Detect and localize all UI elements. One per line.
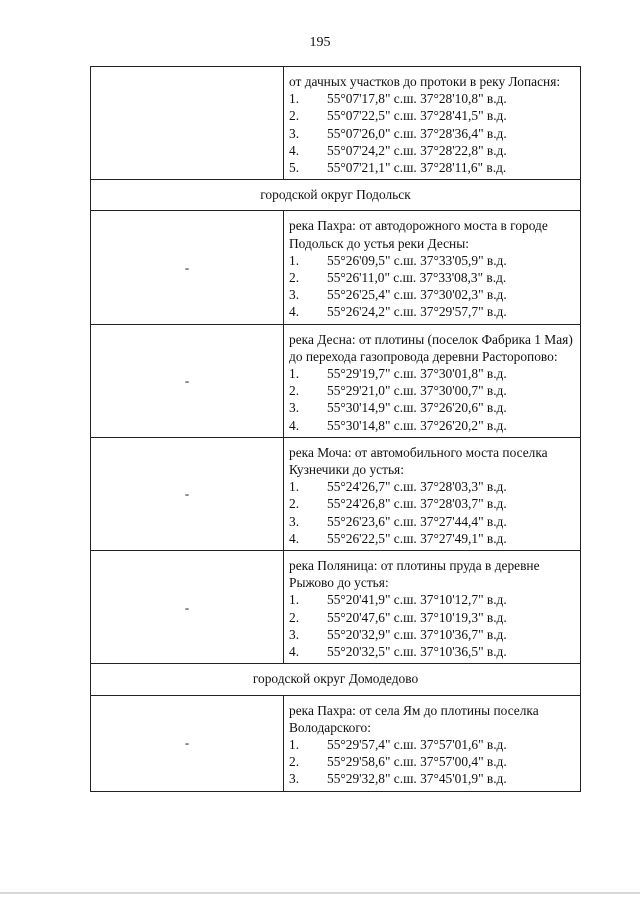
coordinate-value: 55°26'09,5" с.ш. 37°33'05,9" в.д. — [327, 252, 507, 268]
coordinate-item — [289, 303, 580, 320]
coordinate-list — [289, 591, 580, 660]
coordinate-item — [289, 643, 580, 660]
table-row — [91, 437, 581, 550]
coordinate-item — [289, 478, 580, 495]
scan-edge-line — [0, 892, 640, 894]
coordinate-item — [289, 495, 580, 512]
coordinate-number: 4. — [289, 530, 300, 546]
coordinate-value: 55°30'14,8" с.ш. 37°26'20,2" в.д. — [327, 417, 507, 433]
table-row — [91, 67, 581, 180]
coordinate-value: 55°30'14,9" с.ш. 37°26'20,6" в.д. — [327, 400, 507, 416]
coordinate-value: 55°07'22,5" с.ш. 37°28'41,5" в.д. — [327, 108, 507, 124]
coordinate-value: 55°20'32,9" с.ш. 37°10'36,7" в.д. — [327, 626, 507, 642]
coordinate-item — [289, 530, 580, 547]
river-description: река Моча: от автомобильного моста поселка Кузнечики до устья: — [289, 444, 548, 478]
row-marker: - — [91, 211, 284, 324]
coordinate-item — [289, 591, 580, 608]
coordinate-number: 4. — [289, 644, 300, 660]
coordinate-value: 55°20'47,6" с.ш. 37°10'19,3" в.д. — [327, 609, 507, 625]
coordinate-list — [289, 90, 580, 176]
coordinate-number: 2. — [289, 383, 300, 399]
coordinate-number: 2. — [289, 270, 300, 286]
coordinates-table — [90, 66, 581, 792]
section-row — [91, 664, 581, 695]
coordinate-value: 55°26'22,5" с.ш. 37°27'49,1" в.д. — [327, 530, 507, 546]
coordinate-number: 2. — [289, 496, 300, 512]
row-marker: - — [91, 437, 284, 550]
coordinate-number: 1. — [289, 252, 300, 268]
coordinate-number: 3. — [289, 400, 300, 416]
coordinate-value: 55°07'24,2" с.ш. 37°28'22,8" в.д. — [327, 142, 507, 158]
coordinate-item — [289, 417, 580, 434]
river-description: река Поляница: от плотины пруда в деревне Рыжово до устья: — [289, 558, 540, 591]
coordinate-value: 55°29'32,8" с.ш. 37°45'01,9" в.д. — [327, 771, 507, 787]
coordinate-number: 3. — [289, 287, 300, 303]
coordinate-number: 3. — [289, 626, 300, 642]
row-marker: - — [91, 551, 284, 664]
river-section-cell — [284, 211, 581, 324]
coordinate-item — [289, 365, 580, 382]
coordinate-list — [289, 478, 580, 547]
coordinate-item — [289, 142, 580, 159]
coordinate-value: 55°26'24,2" с.ш. 37°29'57,7" в.д. — [327, 304, 507, 320]
coordinate-number: 1. — [289, 736, 300, 752]
coordinate-item — [289, 269, 580, 286]
coordinate-value: 55°20'41,9" с.ш. 37°10'12,7" в.д. — [327, 592, 507, 608]
river-section-cell — [284, 67, 581, 180]
coordinate-number: 5. — [289, 160, 300, 176]
coordinate-item — [289, 609, 580, 626]
coordinate-list — [289, 252, 580, 321]
coordinate-value: 55°07'21,1" с.ш. 37°28'11,6" в.д. — [327, 160, 507, 176]
coordinate-value: 55°26'25,4" с.ш. 37°30'02,3" в.д. — [327, 287, 507, 303]
coordinate-number: 1. — [289, 366, 300, 382]
coordinate-number: 4. — [289, 304, 300, 320]
section-title: городской округ Домодедово — [91, 664, 581, 695]
coordinate-number: 1. — [289, 479, 300, 495]
coordinate-number: 1. — [289, 592, 300, 608]
coordinate-value: 55°24'26,8" с.ш. 37°28'03,7" в.д. — [327, 496, 507, 512]
coordinate-number: 3. — [289, 513, 300, 529]
coordinate-value: 55°07'26,0" с.ш. 37°28'36,4" в.д. — [327, 125, 507, 141]
coordinate-value: 55°24'26,7" с.ш. 37°28'03,3" в.д. — [327, 479, 507, 495]
coordinate-number: 2. — [289, 108, 300, 124]
coordinate-item — [289, 736, 580, 753]
coordinate-value: 55°26'11,0" с.ш. 37°33'08,3" в.д. — [327, 270, 507, 286]
coordinate-item — [289, 753, 580, 770]
coordinate-item — [289, 159, 580, 176]
coordinate-value: 55°29'58,6" с.ш. 37°57'00,4" в.д. — [327, 754, 507, 770]
coordinate-number: 2. — [289, 609, 300, 625]
river-description: река Пахра: от села Ям до плотины поселка Володарского: — [289, 702, 539, 735]
row-marker — [91, 67, 284, 180]
row-marker: - — [91, 324, 284, 437]
coordinate-item — [289, 252, 580, 269]
coordinate-item — [289, 513, 580, 530]
section-row — [91, 180, 581, 211]
coordinate-item — [289, 399, 580, 416]
coordinate-value: 55°07'17,8" с.ш. 37°28'10,8" в.д. — [327, 91, 507, 107]
river-section-cell — [284, 695, 581, 791]
coordinate-value: 55°26'23,6" с.ш. 37°27'44,4" в.д. — [327, 513, 507, 529]
coordinate-list — [289, 736, 580, 788]
coordinate-number: 4. — [289, 142, 300, 158]
coordinate-value: 55°29'57,4" с.ш. 37°57'01,6" в.д. — [327, 736, 507, 752]
coordinate-item — [289, 90, 580, 107]
river-description: река Десна: от плотины (поселок Фабрика 1 Мая) до перехода газопровода деревни Расторопово: — [289, 331, 573, 364]
coordinate-list — [289, 365, 580, 434]
coordinate-item — [289, 286, 580, 303]
river-section-cell — [284, 324, 581, 437]
river-section-cell — [284, 437, 581, 550]
coordinate-value: 55°29'21,0" с.ш. 37°30'00,7" в.д. — [327, 383, 507, 399]
table-row — [91, 211, 581, 324]
coordinate-number: 3. — [289, 125, 300, 141]
row-marker: - — [91, 695, 284, 791]
river-description: от дачных участков до протоки в реку Лопасня: — [289, 74, 561, 89]
coordinate-number: 3. — [289, 771, 300, 787]
coordinate-value: 55°20'32,5" с.ш. 37°10'36,5" в.д. — [327, 644, 507, 660]
page-number: 195 — [309, 35, 331, 50]
coordinate-item — [289, 382, 580, 399]
table-body — [91, 67, 581, 792]
coordinate-item — [289, 770, 580, 787]
table-row — [91, 324, 581, 437]
section-title: городской округ Подольск — [91, 180, 581, 211]
coordinate-number: 1. — [289, 91, 300, 107]
river-description: река Пахра: от автодорожного моста в городе Подольск до устья реки Десны: — [289, 218, 548, 251]
coordinate-number: 4. — [289, 417, 300, 433]
coordinate-number: 2. — [289, 754, 300, 770]
table-row — [91, 695, 581, 791]
table-row — [91, 551, 581, 664]
river-section-cell — [284, 551, 581, 664]
coordinate-item — [289, 107, 580, 124]
coordinate-value: 55°29'19,7" с.ш. 37°30'01,8" в.д. — [327, 366, 507, 382]
coordinate-item — [289, 125, 580, 142]
coordinate-item — [289, 626, 580, 643]
